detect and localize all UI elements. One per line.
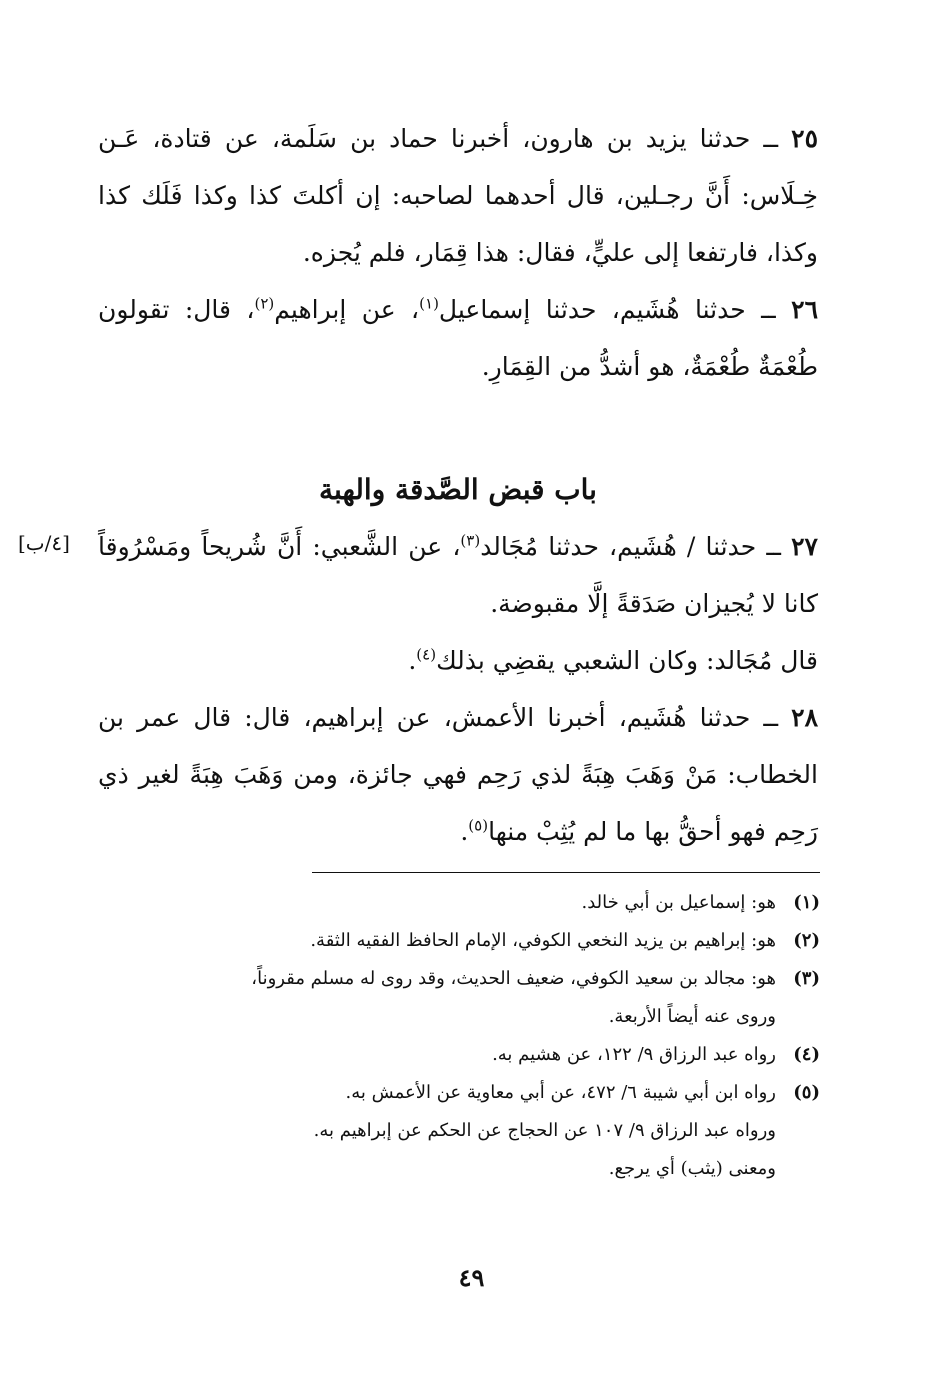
chapter-title: باب قبض الصَّدقة والهبة bbox=[319, 473, 597, 506]
footnote bbox=[98, 1036, 820, 1074]
hadith-text: ــ حدثنا / هُشَيم، حدثنا مُجَالد bbox=[480, 532, 781, 561]
footnote-number: (٤) bbox=[793, 1044, 820, 1065]
footnotes bbox=[98, 884, 820, 1188]
hadith-text: هِبَةً لغير ذي رَحِم فهو أحقُّ بها ما لم يُثِبْ منها bbox=[98, 760, 818, 846]
footnote-text: رواه ابن أبي شيبة ٦/ ٤٧٢، عن أبي معاوية عن الأعمش به. bbox=[345, 1082, 776, 1103]
footnote-number: (١) bbox=[793, 892, 820, 913]
footnote-text: وروى عنه أيضاً الأربعة. bbox=[608, 1006, 776, 1027]
footnote-number: (٥) bbox=[793, 1082, 820, 1103]
footnote bbox=[98, 884, 820, 922]
footnote-ref[interactable]: (٤) bbox=[416, 645, 437, 664]
main-text-upper bbox=[98, 110, 818, 395]
footnote-body bbox=[98, 922, 776, 960]
hadith-text: ، bbox=[246, 295, 255, 324]
hadith-26 bbox=[98, 281, 818, 395]
hadith-text: قال: تقولون طُعْمَةٌ طُعْمَةٌ، هو أشدُّ من القِمَارِ. bbox=[98, 295, 818, 381]
footnote-ref[interactable]: (١) bbox=[419, 294, 439, 313]
footnote-separator bbox=[312, 872, 820, 873]
hadith-text: . bbox=[408, 646, 417, 675]
hadith-text: عمر بن الخطاب: مَنْ وَهَبَ هِبَةً لذي رَحِم فهي جائزة، ومن وَهَبَ bbox=[98, 703, 818, 789]
footnote-text: هو: إسماعيل بن أبي خالد. bbox=[581, 892, 776, 913]
hadith-number: ٢٧ bbox=[791, 532, 818, 561]
footnote-body bbox=[98, 884, 776, 922]
hadith-text: كذا وكذا فَلَك كذا وكذا، فارتفعا إلى عليٍّ، فقال: هذا قِمَار، فلم bbox=[98, 181, 818, 267]
footnote-body bbox=[98, 1074, 776, 1188]
main-text-lower bbox=[98, 518, 818, 860]
hadith-text: ــ حدثنا يزيد بن هارون، أخبرنا حماد بن سَلَمة، عن bbox=[224, 124, 779, 153]
footnote bbox=[98, 960, 820, 1036]
footnote-number: (٢) bbox=[793, 930, 820, 951]
hadith-number: ٢٨ bbox=[791, 703, 818, 732]
hadith-27-note bbox=[98, 632, 818, 689]
footnote-text: هو: مجالد بن سعيد الكوفي، ضعيف الحديث، وقد روى له مسلم مقروناً، bbox=[251, 968, 776, 989]
hadith-text: ، عن الشَّعبي: أَنَّ bbox=[276, 532, 461, 561]
hadith-text: ، عن إبراهيم bbox=[274, 295, 420, 324]
hadith-text: ــ حدثنا هُشَيم، أخبرنا الأعمش، عن إبراهيم، قال: قال bbox=[193, 703, 779, 732]
footnote-number: (٣) bbox=[793, 968, 820, 989]
hadith-28 bbox=[98, 689, 818, 860]
hadith-number: ٢٥ bbox=[791, 124, 818, 153]
hadith-number: ٢٦ bbox=[791, 295, 819, 324]
hadith-text: شُريحاً ومَسْرُوقاً كانا لا يُجيزان صَدَقةً إلَّا مقبوضة. bbox=[98, 532, 818, 618]
hadith-text: . bbox=[460, 817, 469, 846]
hadith-text: ــ حدثنا هُشَيم، حدثنا إسماعيل bbox=[438, 295, 776, 324]
footnote-body bbox=[98, 960, 776, 1036]
footnote-text: رواه عبد الرزاق ٩/ ١٢٢، عن هشيم به. bbox=[492, 1044, 776, 1065]
hadith-25 bbox=[98, 110, 818, 281]
footnote-text: هو: إبراهيم بن يزيد النخعي الكوفي، الإمام الحافظ الفقيه الثقة. bbox=[310, 930, 776, 951]
footnote-text: ومعنى (يثب) أي يرجع. bbox=[608, 1158, 776, 1179]
footnote bbox=[98, 922, 820, 960]
hadith-text: يُجزه. bbox=[302, 238, 361, 267]
page-number: ٤٩ bbox=[458, 1263, 485, 1292]
footnote-text: ورواه عبد الرزاق ٩/ ١٠٧ عن الحجاج عن الحكم عن إبراهيم به. bbox=[313, 1120, 776, 1141]
footnote-ref[interactable]: (٣) bbox=[460, 531, 481, 550]
footnote bbox=[98, 1074, 820, 1188]
footnote-ref[interactable]: (٥) bbox=[468, 816, 489, 835]
folio-marker: [٤/ب] bbox=[18, 531, 70, 555]
hadith-text: قال مُجَالد: وكان الشعبي يقضِي بذلك bbox=[436, 646, 818, 675]
footnote-body bbox=[98, 1036, 776, 1074]
hadith-text: قتادة، عَـن خِـلَاس: أَنَّ رجـلين، قال أحدهما لصاحبه: إن أكلتَ bbox=[98, 124, 819, 210]
footnote-ref[interactable]: (٢) bbox=[254, 294, 275, 313]
hadith-27 bbox=[98, 518, 818, 632]
